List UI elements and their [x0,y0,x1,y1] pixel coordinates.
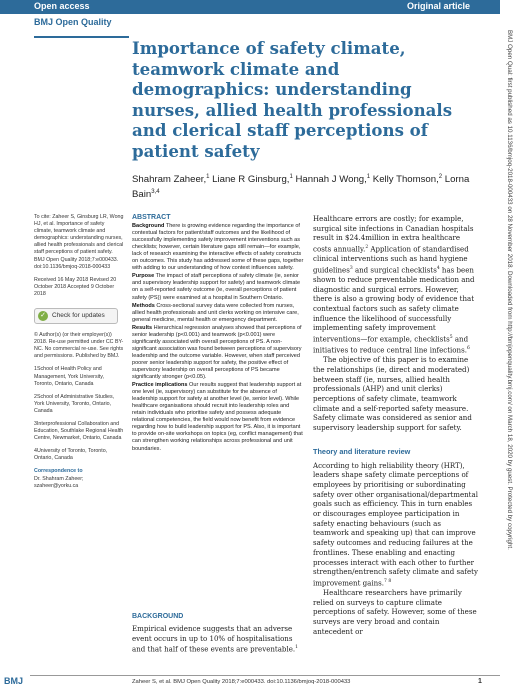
abstract-heading: ABSTRACT [132,214,171,221]
body-paragraph [313,214,479,355]
footer-rule [30,675,500,676]
body-paragraph: The objective of this paper is to examine the relationships (ie, direct and moderated) between staff (ie, nurses, allied health professionals (AHP) and unit clerks) perceptions of safety climate, teamwork climate and a self-reported safety measure. Safety climate was considered as senior and supervisory leadership support for safety. [313,355,472,433]
affiliation: 2School of Administrative Studies, York University, Toronto, Ontario, Canada [34,393,115,414]
affiliation: 3Interprofessional Collaboration and Education, Southlake Regional Health Centre, Newmarket, Ontario, Canada [34,420,124,442]
abstract-label: Results [132,324,153,331]
author-affil-sup: 1 [206,174,210,180]
author-affil-sup: 2 [438,174,443,180]
body-text: According to high reliability theory (HRT), leaders shape safety climate perceptions of employees by prioritising or subordinating safety over other organisational/departmental goals such as efficiency. This in turn enables or discourages employee participation in safety enacting behaviours (such as teamwork and speaking up) that can improve safety outcomes and reducing failures at the frontlines. These enabling and enacting processes interact with each other to further strengthen/entrench safety climate and safety improvement gains. [313,460,478,588]
author-name[interactable]: Hannah J Wong, [292,174,367,186]
affiliation: 4University of Toronto, Toronto, Ontario, Canada [34,448,108,462]
body-column-right [313,214,479,637]
article-type-tag: Original article [406,1,470,11]
author-name[interactable]: Lorna Bain [132,174,470,201]
title-rule [34,36,129,38]
top-banner [0,0,500,14]
abstract-label: Practice implications [132,382,188,389]
correspondence-heading: Correspondence to [34,468,83,475]
affiliation: 1School of Health Policy and Management, York University, Toronto, Ontario, Canada [34,366,104,387]
author-name[interactable]: Kelly Thomson, [370,174,439,186]
correspondence-body[interactable]: Dr. Shahram Zaheer; szaheer@yorku.ca [34,475,84,489]
abstract-text: The impact of staff perceptions of safety climate (ie, senior and supervisory leadership support for safety) and teamwork climate on a self-reported safety outcome (ie, overall perceptions of patient safety (PS)) were examined at a hospital in Southern Ontario. [132,273,301,301]
author-list [132,171,472,201]
abstract-label: Background [132,223,165,230]
journal-name: BMJ Open Quality [34,17,112,27]
author-name[interactable]: Shahram Zaheer, [132,174,207,186]
citation-sup[interactable]: 6 [466,346,470,352]
background-text [132,624,304,654]
author-affil-sup: 1 [366,174,371,180]
citation-sup[interactable]: 7 8 [384,578,392,584]
dates-block: Received 16 May 2018 Revised 20 October 2018 Accepted 9 October 2018 [34,276,117,297]
abstract-text: Our results suggest that leadership support at one level (ie, supervisory) can substitute for the absence of leadership support for safety at another level (ie, senior level). While healthcare organisations should recruit into leadership roles and retain individuals who prioritise safety and possess adequate relational competencies, the field would now benefit from evidence regarding how to build leadership support for PS. Also, it is important to provide on-site workshops on topics (eg, conflict management) that can strengthen working relationships across professional and unit boundaries. [132,382,303,452]
abstract-label: Purpose [132,273,155,280]
bmj-logo: BMJ [4,676,24,686]
abstract-text: Cross-sectional survey data were collected from nurses, allied health professionals and unit clerks working on intensive care, general medicine, mental health or emergency department. [132,302,299,323]
citation-sup[interactable]: 5 [449,335,453,341]
download-note-text: BMJ Open Qual: first published as 10.1136/bmjoq-2018-000433 on 28 November 2018. Downloaded from http://bmjopenquality.bmj.com/ on March 18, 2020 by guest. Protected by copyright. [506,30,513,550]
body-text: and surgical checklists [352,265,437,275]
check-for-updates-button[interactable] [34,308,118,324]
body-text: Application of standardised clinical interventions such as hand hygiene guidelines [313,244,469,275]
body-paragraph: Healthcare researchers have primarily relied on surveys to capture climate perceptions of safety. However, some of these surveys are very broad and contain antecedent or [313,588,477,636]
section-heading: Theory and literature review [313,446,411,456]
author-affil-sup: 1 [289,174,293,180]
article-sidebar [34,214,124,496]
vertical-download-note [505,30,515,670]
abstract-text: Hierarchical regression analyses showed that perceptions of senior leadership (p<0.001) and teamwork (p<0.001) were significantly associated with overall perceptions of PS. A non-significant association was found between perceptions of supervisory leadership and the outcome variable. However, when staff perceived poorer senior leadership support for safety, the positive effect of supervisory leadership on overall perceptions of PS became significantly stronger (p<0.05). [132,324,302,381]
body-text: Empirical evidence suggests that an adverse event occurs in up to 10% of hospitalisations and that half of these events are preventable. [132,624,296,654]
check-for-updates-label: Check for updates [52,312,105,320]
body-text: has been shown to reduce preventable medication and diagnostic and surgical errors. However, there is also a growing body of evidence that contextual factors such as safety climate influence the likelihood of successfully implementing safety improvement interventions—for example, checklists [313,265,475,344]
citation-sup[interactable]: 2 [365,245,369,251]
body-paragraph [313,461,479,588]
author-affil-sup: 3,4 [151,189,160,196]
author-name[interactable]: Liane R Ginsburg, [209,174,290,186]
body-text: Healthcare errors are costly; for example, surgical site infections in Canadian hospitals result in $24.4million in extra healthcare costs annually. [313,214,474,254]
citation-sup[interactable]: 3 [349,265,353,271]
open-access-tag: Open access [34,1,90,11]
abstract-label: Methods [132,302,155,309]
body-text: and initiatives to reduce central line infections. [313,334,469,355]
page-number: 1 [478,678,482,685]
citation-sup[interactable]: 1 [295,645,298,651]
citation-sup[interactable]: 4 [436,265,440,271]
background-heading: BACKGROUND [132,613,184,620]
abstract-text: There is growing evidence regarding the importance of contextual factors for patient/staff outcomes and the likelihood of successfully implementing safety improvement interventions such as checklists; however, certain literature gaps still remain—for example, lack of research examining the interactive effects of safety constructs on outcomes. This study has addressed some of these gaps, together with adding to our understanding of how context influences safety. [132,223,304,272]
check-icon: ✓ [38,311,48,321]
license-block: © Author(s) (or their employer(s)) 2018. Re-use permitted under CC BY-NC. No commercial re-use. See rights and permissions. Published by BMJ. [34,332,124,360]
article-title: Importance of safety climate, teamwork climate and demographics: understanding nurses, allied health professionals and clerical staff perceptions of patient safety [132,38,453,161]
footer-citation[interactable]: Zaheer S, et al. BMJ Open Quality 2018;7:e000433. doi:10.1136/bmjoq-2018-000433 [132,679,351,685]
abstract [132,214,304,454]
citation-block: To cite: Zaheer S, Ginsburg LR, Wong HJ, et al. Importance of safety climate, teamwork climate and demographics: understanding nurses, allied health professionals and clerical staff perceptions of patient safety. BMJ Open Quality 2018;7:e000433. doi:10.1136/bmjoq-2018-000433 [34,214,124,270]
